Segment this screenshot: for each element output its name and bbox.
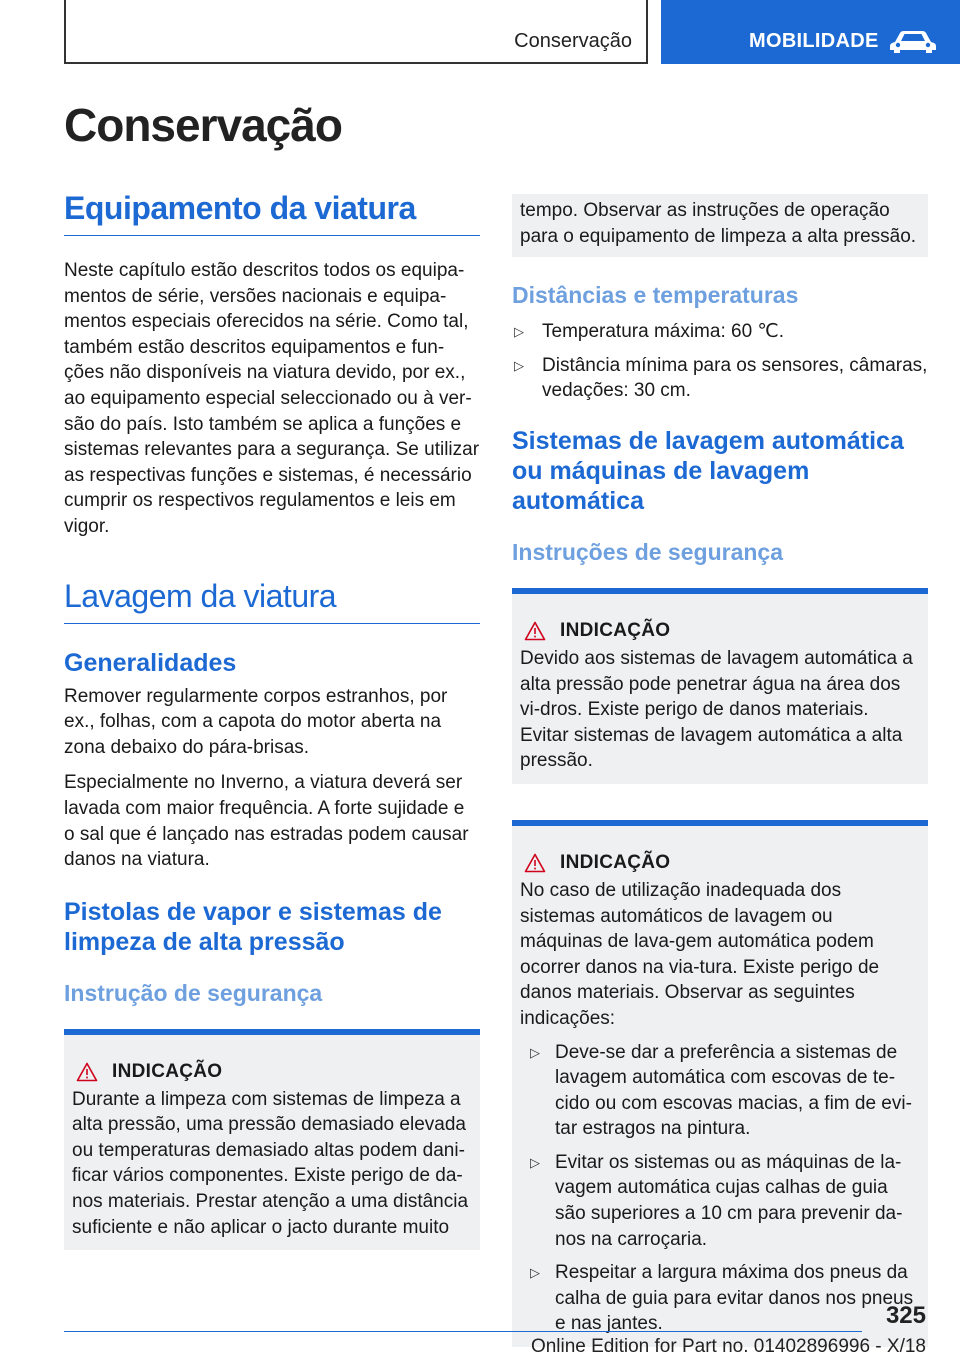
notice-label: INDICAÇÃO: [560, 851, 671, 873]
notice-label: INDICAÇÃO: [560, 619, 671, 641]
equipment-paragraph: Neste capítulo estão descritos todos os equipa‐mentos de série, versões nacionais e equipa‐mentos especiais oferecidos na série. Como tal, também estão descritos equipamentos e fun‐ções não disponíveis na viatura devido, por ex., ao equipamento especial seleccionado ou à ver‐são do país. Isto também se aplica a funções e sistemas relevantes para a segurança. Se utilizar as respectivas funções e sistemas, é necessário cumprir os respectivos regulamentos e leis em vigor.: [64, 260, 480, 537]
notice-box-automatic-pressure: [512, 588, 928, 784]
section-title-automatic-washing: Sistemas de lavagem automática ou máquinas de lavagem automática: [512, 426, 904, 515]
notice-text: No caso de utilização inadequada dos sistemas automáticos de lavagem ou máquinas de lava‐gem automática podem ocorrer danos na via‐tura. Existe perigo de danos materiais. Observar as seguintes indicações:: [520, 879, 880, 1029]
left-column: [64, 190, 480, 1250]
car-icon: [889, 28, 937, 59]
notice-list: [520, 1040, 920, 1338]
header-section-box: [64, 0, 648, 64]
notice-box-automatic-misuse: [512, 820, 928, 1347]
list-item: ▷ Temperatura máxima: 60 ℃.: [512, 319, 928, 345]
list-item: ▷ Deve-se dar a preferência a sistemas de lavagem automática com escovas de te‐cido ou com escovas macias, a fim de evi‐tar estragos na pintura.: [520, 1040, 920, 1142]
header-category-tab[interactable]: [661, 0, 960, 64]
list-item: ▷ Distância mínima para os sensores, câmaras, vedações: 30 cm.: [512, 353, 928, 404]
section-title-pressure-washers: Pistolas de vapor e sistemas de limpeza de alta pressão: [64, 897, 442, 956]
notice-text: Durante a limpeza com sistemas de limpeza a alta pressão, uma pressão demasiado elevada ou temperaturas demasiado altas podem dani‐ficar vários componentes. Existe perigo de da‐nos materiais. Prestar atenção a uma distância suficiente e não aplicar o jacto durante muito: [72, 1088, 469, 1238]
page-title: Conservação: [64, 99, 342, 151]
warning-icon: [524, 853, 546, 873]
warning-icon: [524, 621, 546, 641]
notice-header: [72, 1061, 472, 1083]
section-title-general: Generalidades: [64, 648, 237, 677]
subsection-title-distances: Distâncias e temperaturas: [512, 282, 799, 309]
notice-label: INDICAÇÃO: [112, 1060, 223, 1082]
footer-divider: [64, 1331, 862, 1332]
notice-header: [520, 852, 920, 874]
chapter-title-equipment: Equipamento da viatura: [64, 190, 480, 236]
list-item: ▷ Evitar os sistemas ou as máquinas de la‐vagem automática cujas calhas de guia são superiores a 10 cm para prevenir da‐nos na carroçaria.: [520, 1150, 920, 1252]
general-paragraph-2: Especialmente no Inverno, a viatura deverá ser lavada com maior frequência. A forte sujidade e o sal que é lançado nas estradas podem causar danos na viatura.: [64, 772, 469, 871]
distances-list: [512, 319, 928, 404]
subsection-title-safety-instructions: Instruções de segurança: [512, 538, 783, 565]
notice-box-pressure: [64, 1029, 480, 1251]
warning-icon: [76, 1062, 98, 1082]
notice-text: Devido aos sistemas de lavagem automática a alta pressão pode penetrar água na área dos vi‐dros. Existe perigo de danos materiais. Evitar sistemas de lavagem automática a alta pressão.: [520, 647, 913, 772]
right-column: [512, 194, 928, 1347]
page-number: 325: [885, 1302, 926, 1329]
list-item: ▷ Respeitar a largura máxima dos pneus da calha de guia para evitar danos nos pneus e nas jantes.: [520, 1260, 920, 1337]
header-category-label: MOBILIDADE: [749, 30, 879, 52]
general-paragraph-1: Remover regularmente corpos estranhos, por ex., folhas, com a capota do motor aberta na zona debaixo do pára-brisas.: [64, 685, 448, 758]
notice-header: [520, 620, 920, 642]
chapter-title-car-wash: Lavagem da viatura: [64, 578, 480, 624]
footer-edition: Online Edition for Part no. 01402896996 - X/18: [530, 1336, 926, 1357]
notice-box-continued: [512, 194, 928, 257]
notice-text-continued: tempo. Observar as instruções de operação para o equipamento de limpeza a alta pressão.: [520, 200, 917, 247]
subsection-title-safety: Instrução de segurança: [64, 979, 323, 1006]
header-section-title: Conservação: [514, 30, 632, 52]
